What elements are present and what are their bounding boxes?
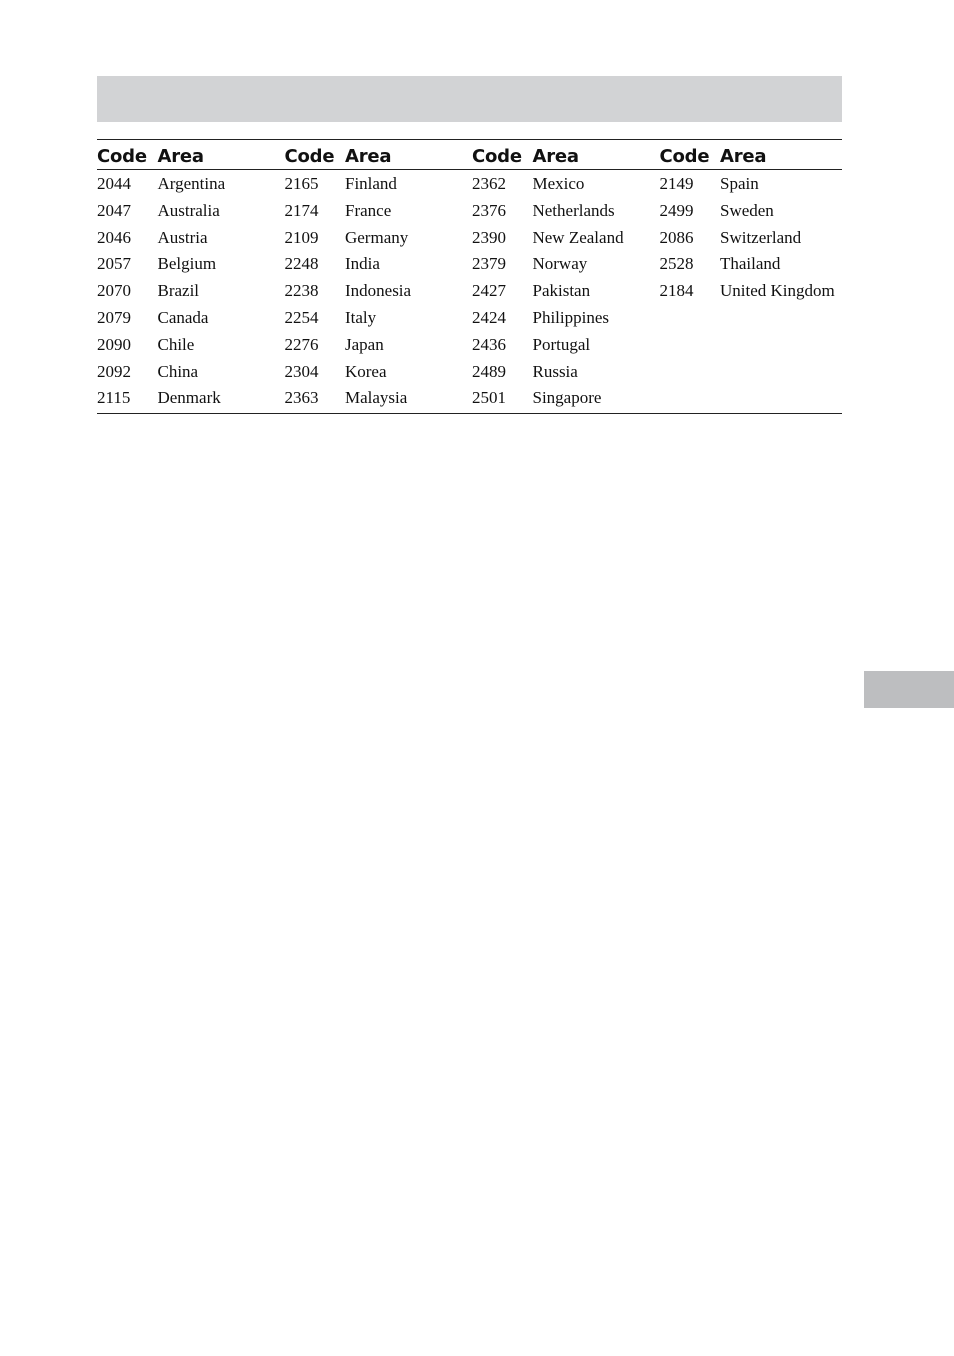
area-cell: Argentina [157,174,226,193]
code-cell: 2165 [284,174,319,193]
code-cell: 2254 [284,307,319,327]
area-cell: Sweden [719,200,774,220]
column-header-area: Area [157,140,284,170]
table-row [97,332,842,359]
code-cell: 2501 [472,388,506,408]
code-cell: 2079 [97,307,131,327]
area-cell [720,359,842,386]
area-cell: France [344,200,392,220]
area-cell: Finland [344,174,397,193]
area-cell: Mexico [532,174,585,193]
area-cell: Netherlands [532,200,615,220]
area-cell: Brazil [157,281,200,301]
section-header-band [97,76,842,122]
code-cell: 2238 [284,281,319,301]
area-cell: Switzerland [719,227,802,247]
code-cell: 2149 [659,174,694,193]
area-cell: Chile [157,334,195,354]
code-cell: 2046 [97,227,131,247]
table-row [97,170,842,198]
area-cell: Italy [344,307,377,327]
area-cell: Portugal [532,334,591,354]
area-cell: India [344,254,380,274]
area-cell: Indonesia [344,281,412,301]
table-header-row [97,140,842,170]
table-row [97,305,842,332]
code-cell: 2174 [284,200,319,220]
code-cell: 2363 [284,388,319,408]
area-cell [720,332,842,359]
column-header-code: Code [660,140,720,170]
column-header-code: Code [285,140,345,170]
area-cell: Belgium [157,254,217,274]
code-cell: 2184 [659,281,694,301]
area-cell: Malaysia [344,388,408,408]
area-cell: United Kingdom [719,281,835,301]
code-cell: 2436 [472,334,506,354]
area-cell: Canada [157,307,209,327]
code-cell: 2057 [97,254,131,274]
area-code-table [97,139,842,414]
area-cell: Korea [344,361,387,381]
area-cell [720,305,842,332]
area-cell: China [157,361,199,381]
code-cell: 2070 [97,281,131,301]
table-row [97,198,842,225]
table-row [97,225,842,252]
code-cell: 2379 [472,254,506,274]
area-cell: Spain [719,174,759,193]
code-cell: 2115 [97,388,131,408]
code-cell: 2044 [97,174,131,193]
area-cell: Philippines [532,307,609,327]
code-cell [660,305,720,332]
column-header-area: Area [720,140,842,170]
code-cell: 2276 [284,334,319,354]
code-cell: 2092 [97,361,131,381]
column-header-code: Code [97,140,157,170]
area-cell: Pakistan [532,281,591,301]
code-cell: 2376 [472,200,506,220]
column-header-area: Area [345,140,472,170]
code-cell [660,359,720,386]
code-cell [660,332,720,359]
table-row [97,251,842,278]
area-cell: Austria [157,227,208,247]
area-cell: Germany [344,227,409,247]
area-cell: New Zealand [532,227,624,247]
code-cell: 2086 [659,227,694,247]
code-cell: 2499 [659,200,694,220]
column-header-code: Code [472,140,532,170]
code-cell: 2424 [472,307,506,327]
code-cell: 2109 [284,227,319,247]
area-cell: Denmark [157,388,221,408]
table-row [97,385,842,413]
area-cell [720,385,842,413]
table-row [97,359,842,386]
code-cell: 2489 [472,361,506,381]
code-cell: 2304 [284,361,319,381]
code-cell: 2427 [472,281,506,301]
column-header-area: Area [532,140,659,170]
table-row [97,278,842,305]
area-cell: Australia [157,200,220,220]
area-cell: Singapore [532,388,602,408]
code-cell: 2390 [472,227,506,247]
area-cell: Thailand [719,254,781,274]
area-cell: Japan [344,334,384,354]
code-cell: 2362 [472,174,506,193]
code-cell: 2047 [97,200,131,220]
code-cell: 2528 [659,254,694,274]
chapter-thumb-tab [864,671,954,708]
area-cell: Russia [532,361,578,381]
code-cell: 2248 [284,254,319,274]
code-cell: 2090 [97,334,131,354]
code-cell [660,385,720,413]
area-cell: Norway [532,254,588,274]
